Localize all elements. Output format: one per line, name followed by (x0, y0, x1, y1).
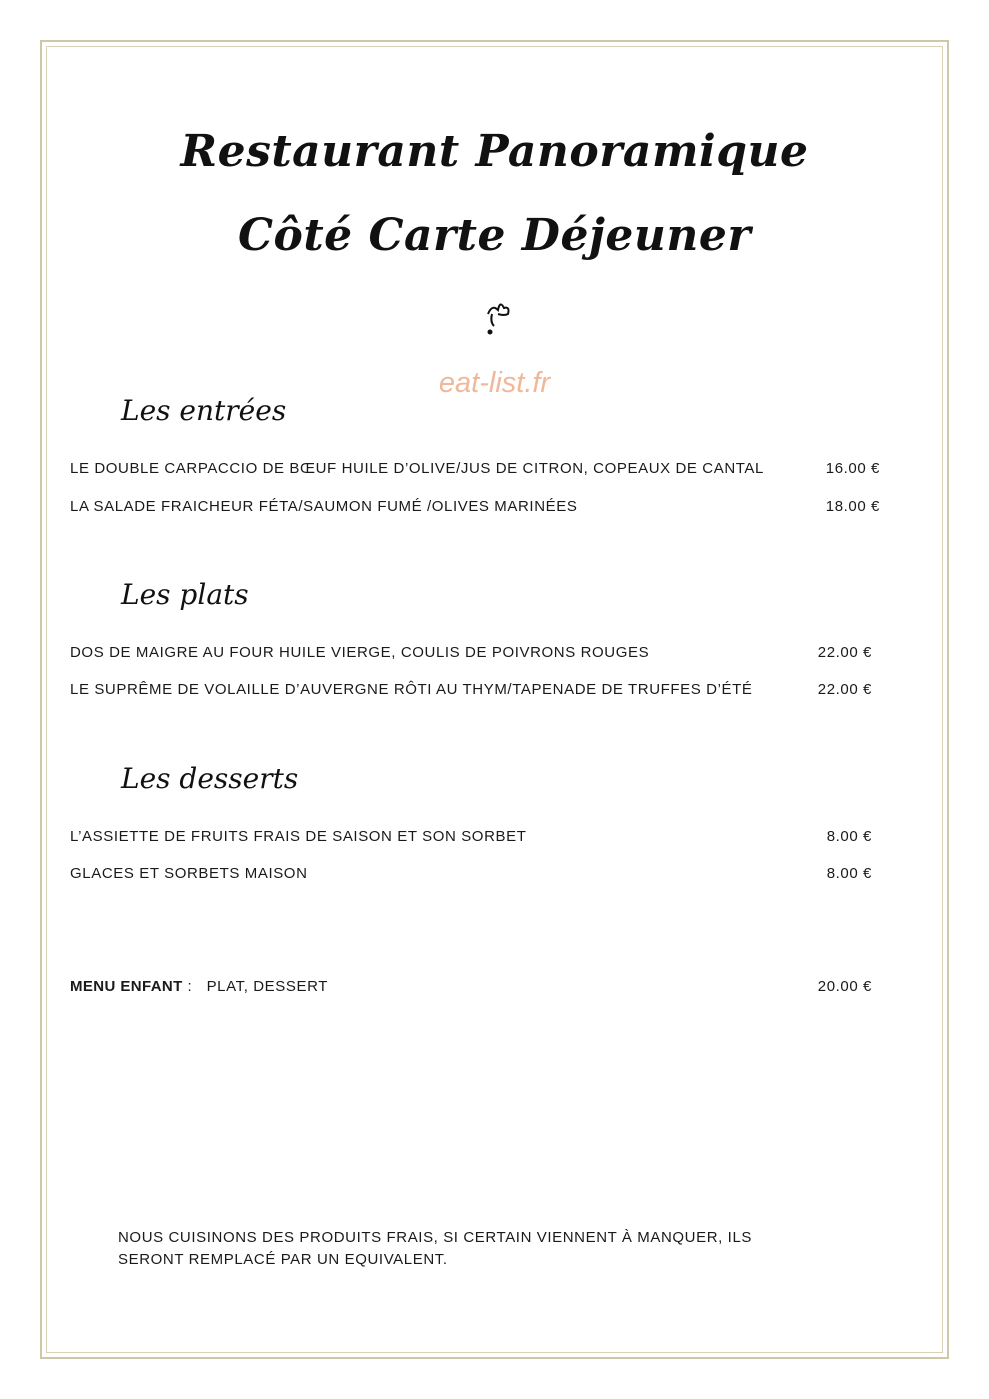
menu-enfant-separator: : (182, 978, 207, 995)
item-price: 22.00 € (817, 681, 872, 698)
menu-item (70, 460, 890, 484)
item-name: L’ASSIETTE DE FRUITS FRAIS DE SAISON ET SON SORBET (70, 828, 527, 845)
menu-subtitle: Côté Carte Déjeuner (237, 210, 752, 261)
item-name: LE SUPRÊME DE VOLAILLE D’AUVERGNE RÔTI AU THYM/TAPENADE DE TRUFFES D’ÉTÉ (70, 681, 753, 698)
menu-item (70, 865, 890, 889)
item-price: 16.00 € (825, 460, 880, 477)
menu-enfant-price: 20.00 € (817, 978, 872, 995)
item-name: DOS DE MAIGRE AU FOUR HUILE VIERGE, COULIS DE POIVRONS ROUGES (70, 644, 650, 661)
menu-enfant-label: MENU ENFANT (70, 978, 183, 995)
item-price: 22.00 € (817, 644, 872, 661)
item-name: LE DOUBLE CARPACCIO DE BŒUF HUILE D’OLIVE/JUS DE CITRON, COPEAUX DE CANTAL (70, 460, 764, 477)
item-price: 8.00 € (826, 828, 872, 845)
flourish-ornament-icon (470, 292, 520, 342)
watermark: eat-list.fr (438, 367, 551, 399)
menu-item (70, 681, 890, 705)
footer-note: NOUS CUISINONS DES PRODUITS FRAIS, SI CERTAIN VIENNENT À MANQUER, ILS SERONT REMPLACÉ PAR UN EQUIVALENT. (118, 1229, 752, 1268)
menu-item (70, 644, 890, 668)
restaurant-title: Restaurant Panoramique (180, 126, 809, 177)
item-price: 18.00 € (825, 498, 880, 515)
menu-item (70, 828, 890, 852)
section-heading-plats: Les plats (121, 578, 249, 611)
item-name: GLACES ET SORBETS MAISON (70, 865, 308, 882)
menu-enfant (70, 978, 328, 995)
menu-item (70, 498, 890, 522)
section-heading-entrees: Les entrées (121, 394, 287, 427)
menu-enfant-description: PLAT, DESSERT (206, 978, 329, 995)
item-name: LA SALADE FRAICHEUR FÉTA/SAUMON FUMÉ /OLIVES MARINÉES (70, 498, 578, 515)
item-price: 8.00 € (826, 865, 872, 882)
menu-enfant-row (70, 978, 890, 1002)
section-heading-desserts: Les desserts (121, 762, 299, 795)
